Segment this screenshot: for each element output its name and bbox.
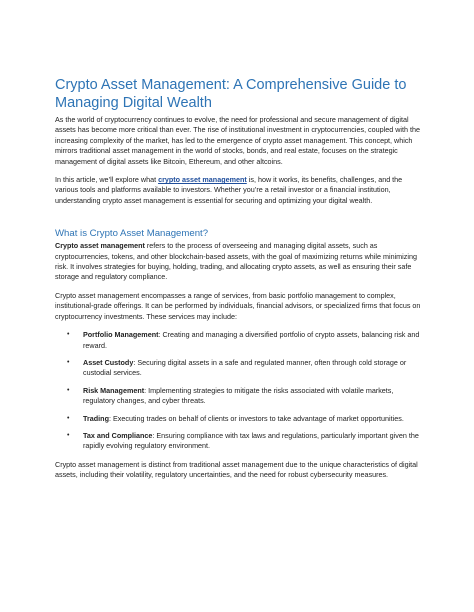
service-term: Asset Custody xyxy=(83,357,134,367)
list-item xyxy=(55,330,425,351)
service-term: Trading xyxy=(83,413,109,423)
definition-term: Crypto asset management xyxy=(55,241,145,251)
list-item xyxy=(55,358,425,379)
service-term: Tax and Compliance xyxy=(83,430,153,440)
document-body xyxy=(55,76,425,489)
service-term: Risk Management xyxy=(83,385,145,395)
service-text: : Executing trades on behalf of clients or investors to take advantage of market opportunities. xyxy=(108,413,404,423)
list-item xyxy=(55,386,425,407)
services-list xyxy=(55,330,425,452)
intro-paragraph: As the world of cryptocurrency continues to evolve, the need for professional and secure management of digital assets has become more critical than ever. The rise of institutional investment in cryptocurrencies, coupled with the increasing complexity of the market, has led to the emergence of crypto asset management. This concept, which mirrors traditional asset management in the world of stocks, bonds, and real estate, focuses on the strategic management of digital assets like Bitcoin, Ethereum, and other altcoins. xyxy=(55,115,421,166)
page-title: Crypto Asset Management: A Comprehensive Guide to Managing Digital Wealth xyxy=(55,77,407,111)
bullet-icon: • xyxy=(67,414,70,422)
definition-paragraph xyxy=(55,241,425,283)
bullet-icon: • xyxy=(67,358,70,366)
overview-text-after: is, how it works, its benefits, challenges, and the various tools and platforms available to investors. Whether you’re a retail investor or a financial institution, understanding crypto asset management is essential for securing and optimizing your digital wealth. xyxy=(55,175,403,205)
section-heading: What is Crypto Asset Management? xyxy=(55,228,209,240)
list-item xyxy=(55,414,425,424)
service-text: : Creating and managing a diversified portfolio of crypto assets, balancing risk and reward. xyxy=(83,330,420,350)
crypto-asset-management-link[interactable]: crypto asset management xyxy=(158,175,247,185)
overview-text-before: In this article, we’ll explore what xyxy=(55,175,159,185)
closing-paragraph: Crypto asset management is distinct from traditional asset management due to the unique characteristics of digital assets, including their volatility, regulatory uncertainties, and the need for robust cybersecurity measures. xyxy=(55,459,418,480)
service-term: Portfolio Management xyxy=(83,330,159,340)
article-overview-paragraph xyxy=(55,175,425,206)
bullet-icon: • xyxy=(67,431,70,439)
bullet-icon: • xyxy=(67,331,70,339)
bullet-icon: • xyxy=(67,386,70,394)
service-text: : Implementing strategies to mitigate the risks associated with volatile markets, regulatory changes, and cyber threats. xyxy=(83,385,394,406)
service-text: : Securing digital assets in a safe and regulated manner, often through cold storage or custodial services. xyxy=(83,357,407,378)
definition-text: refers to the process of overseeing and managing digital assets, such as cryptocurrencies, tokens, and other blockchain-based assets, with the goal of maximizing returns while minimizing risk. It involves strategies for buying, holding, trading, and allocating crypto assets, as well as ensuring their safe storage and regulatory compliance. xyxy=(55,241,417,282)
service-text: : Ensuring compliance with tax laws and regulations, particularly important given the rapidly evolving regulatory environment. xyxy=(83,430,419,451)
services-intro-paragraph: Crypto asset management encompasses a range of services, from basic portfolio management to complex, institutional-grade offerings. It can be performed by individuals, financial advisors, or specialized firms that focus on cryptocurrency investments. These services may include: xyxy=(55,290,421,321)
list-item xyxy=(55,431,425,452)
